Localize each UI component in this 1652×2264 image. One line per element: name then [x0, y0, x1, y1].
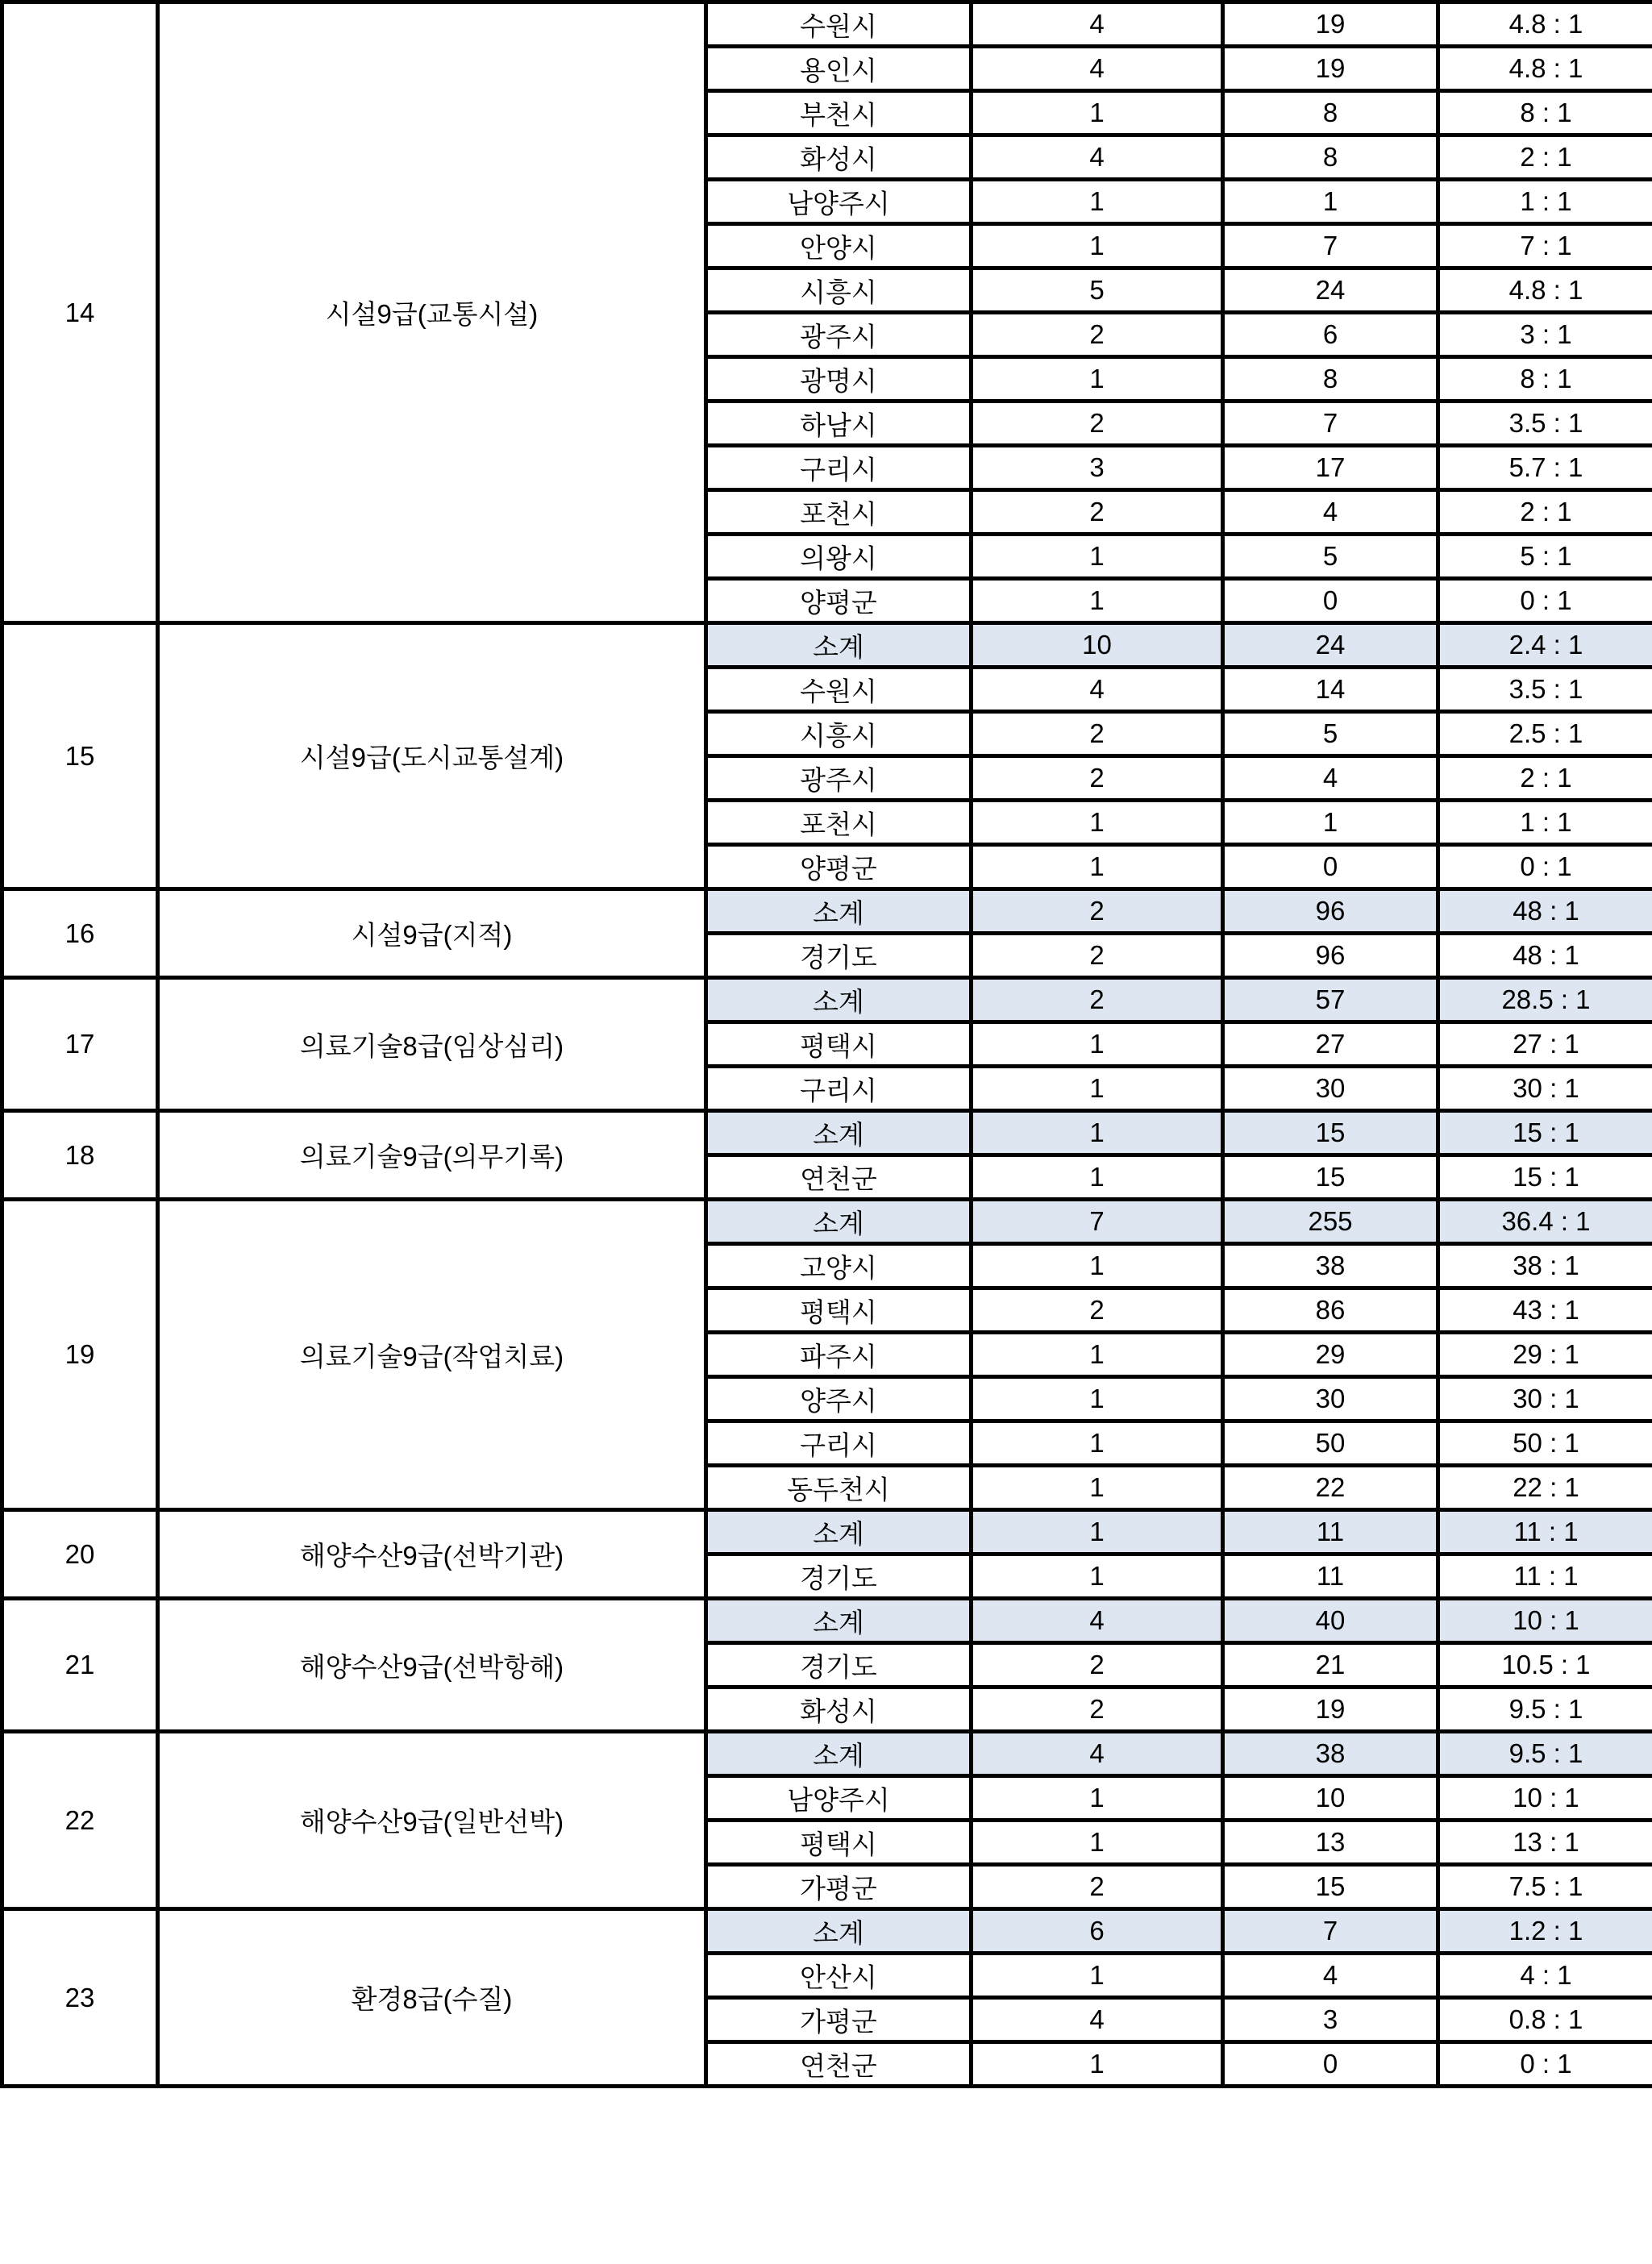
posts-cell: 1	[972, 579, 1223, 623]
region-cell: 소계	[706, 1909, 972, 1954]
ratio-cell: 15 : 1	[1438, 1111, 1652, 1155]
region-cell: 소계	[706, 623, 972, 668]
ratio-cell: 30 : 1	[1438, 1067, 1652, 1111]
ratio-cell: 2 : 1	[1438, 135, 1652, 180]
applicants-cell: 6	[1223, 313, 1438, 357]
posts-cell: 5	[972, 268, 1223, 313]
posts-cell: 1	[972, 1776, 1223, 1821]
region-cell: 소계	[706, 978, 972, 1022]
applicants-cell: 8	[1223, 91, 1438, 135]
applicants-cell: 4	[1223, 1954, 1438, 1998]
applicants-cell: 10	[1223, 1776, 1438, 1821]
subtotal-row	[2, 1599, 1652, 1643]
region-cell: 경기도	[706, 1554, 972, 1599]
posts-cell: 2	[972, 934, 1223, 978]
applicants-cell: 5	[1223, 712, 1438, 756]
applicants-cell: 30	[1223, 1067, 1438, 1111]
applicants-cell: 50	[1223, 1421, 1438, 1466]
applicants-cell: 13	[1223, 1821, 1438, 1865]
region-cell: 가평군	[706, 1998, 972, 2042]
job-category-cell: 해양수산9급(선박기관)	[158, 1510, 706, 1599]
posts-cell: 2	[972, 402, 1223, 446]
job-category-cell: 의료기술9급(작업치료)	[158, 1200, 706, 1510]
job-category-cell: 시설9급(지적)	[158, 889, 706, 978]
posts-cell: 4	[972, 1998, 1223, 2042]
applicants-cell: 24	[1223, 623, 1438, 668]
table-row	[2, 2, 1652, 47]
applicants-cell: 14	[1223, 668, 1438, 712]
region-cell: 구리시	[706, 1421, 972, 1466]
posts-cell: 1	[972, 1821, 1223, 1865]
region-cell: 경기도	[706, 1643, 972, 1688]
posts-cell: 1	[972, 1954, 1223, 1998]
posts-cell: 1	[972, 1244, 1223, 1288]
applicants-cell: 21	[1223, 1643, 1438, 1688]
posts-cell: 1	[972, 357, 1223, 402]
applicants-cell: 96	[1223, 934, 1438, 978]
posts-cell: 2	[972, 978, 1223, 1022]
region-cell: 가평군	[706, 1865, 972, 1909]
ratio-cell: 4.8 : 1	[1438, 268, 1652, 313]
region-cell: 연천군	[706, 2042, 972, 2087]
region-cell: 평택시	[706, 1022, 972, 1067]
applicants-cell: 30	[1223, 1377, 1438, 1421]
ratio-cell: 28.5 : 1	[1438, 978, 1652, 1022]
applicants-cell: 57	[1223, 978, 1438, 1022]
group-number-cell: 21	[2, 1599, 158, 1732]
posts-cell: 3	[972, 446, 1223, 490]
ratio-cell: 3 : 1	[1438, 313, 1652, 357]
ratio-cell: 11 : 1	[1438, 1554, 1652, 1599]
applicants-cell: 19	[1223, 2, 1438, 47]
ratio-cell: 9.5 : 1	[1438, 1688, 1652, 1732]
ratio-cell: 1 : 1	[1438, 180, 1652, 224]
posts-cell: 6	[972, 1909, 1223, 1954]
ratio-cell: 38 : 1	[1438, 1244, 1652, 1288]
ratio-cell: 4.8 : 1	[1438, 47, 1652, 91]
posts-cell: 2	[972, 756, 1223, 801]
applicants-cell: 15	[1223, 1111, 1438, 1155]
ratio-cell: 8 : 1	[1438, 91, 1652, 135]
ratio-cell: 36.4 : 1	[1438, 1200, 1652, 1244]
ratio-cell: 0 : 1	[1438, 2042, 1652, 2087]
job-category-cell: 시설9급(교통시설)	[158, 2, 706, 623]
posts-cell: 2	[972, 313, 1223, 357]
group-number-cell: 15	[2, 623, 158, 889]
applicants-cell: 7	[1223, 402, 1438, 446]
region-cell: 하남시	[706, 402, 972, 446]
group-number-cell: 18	[2, 1111, 158, 1200]
ratio-cell: 5 : 1	[1438, 535, 1652, 579]
posts-cell: 2	[972, 889, 1223, 934]
region-cell: 안산시	[706, 1954, 972, 1998]
job-category-cell: 시설9급(도시교통설계)	[158, 623, 706, 889]
applicants-cell: 8	[1223, 135, 1438, 180]
group-number-cell: 20	[2, 1510, 158, 1599]
posts-cell: 1	[972, 1333, 1223, 1377]
region-cell: 남양주시	[706, 180, 972, 224]
posts-cell: 4	[972, 135, 1223, 180]
applicants-cell: 8	[1223, 357, 1438, 402]
subtotal-row	[2, 1909, 1652, 1954]
table-body	[2, 2, 1652, 2087]
ratio-cell: 2.4 : 1	[1438, 623, 1652, 668]
region-cell: 평택시	[706, 1288, 972, 1333]
posts-cell: 1	[972, 224, 1223, 268]
ratio-cell: 22 : 1	[1438, 1466, 1652, 1510]
region-cell: 양평군	[706, 579, 972, 623]
region-cell: 화성시	[706, 1688, 972, 1732]
posts-cell: 1	[972, 180, 1223, 224]
region-cell: 소계	[706, 1510, 972, 1554]
region-cell: 화성시	[706, 135, 972, 180]
region-cell: 광명시	[706, 357, 972, 402]
applicants-cell: 7	[1223, 1909, 1438, 1954]
subtotal-row	[2, 1200, 1652, 1244]
region-cell: 부천시	[706, 91, 972, 135]
applicants-cell: 40	[1223, 1599, 1438, 1643]
region-cell: 포천시	[706, 490, 972, 535]
posts-cell: 2	[972, 1865, 1223, 1909]
ratio-cell: 1 : 1	[1438, 801, 1652, 845]
job-category-cell: 해양수산9급(선박항해)	[158, 1599, 706, 1732]
region-cell: 용인시	[706, 47, 972, 91]
ratio-cell: 3.5 : 1	[1438, 402, 1652, 446]
applicants-cell: 22	[1223, 1466, 1438, 1510]
posts-cell: 2	[972, 490, 1223, 535]
applicants-cell: 1	[1223, 801, 1438, 845]
ratio-cell: 7.5 : 1	[1438, 1865, 1652, 1909]
job-category-cell: 의료기술8급(임상심리)	[158, 978, 706, 1111]
posts-cell: 10	[972, 623, 1223, 668]
region-cell: 구리시	[706, 1067, 972, 1111]
posts-cell: 2	[972, 1643, 1223, 1688]
posts-cell: 1	[972, 1067, 1223, 1111]
applicants-cell: 4	[1223, 490, 1438, 535]
ratio-cell: 48 : 1	[1438, 889, 1652, 934]
applicants-cell: 19	[1223, 47, 1438, 91]
ratio-cell: 27 : 1	[1438, 1022, 1652, 1067]
region-cell: 소계	[706, 1111, 972, 1155]
ratio-cell: 3.5 : 1	[1438, 668, 1652, 712]
applicants-cell: 5	[1223, 535, 1438, 579]
region-cell: 포천시	[706, 801, 972, 845]
region-cell: 경기도	[706, 934, 972, 978]
applicants-cell: 4	[1223, 756, 1438, 801]
region-cell: 파주시	[706, 1333, 972, 1377]
applicants-cell: 15	[1223, 1155, 1438, 1200]
ratio-cell: 0.8 : 1	[1438, 1998, 1652, 2042]
applicants-cell: 29	[1223, 1333, 1438, 1377]
region-cell: 의왕시	[706, 535, 972, 579]
posts-cell: 4	[972, 668, 1223, 712]
applicants-cell: 0	[1223, 579, 1438, 623]
job-category-cell: 해양수산9급(일반선박)	[158, 1732, 706, 1909]
region-cell: 소계	[706, 1200, 972, 1244]
ratio-cell: 1.2 : 1	[1438, 1909, 1652, 1954]
group-number-cell: 19	[2, 1200, 158, 1510]
ratio-cell: 15 : 1	[1438, 1155, 1652, 1200]
region-cell: 동두천시	[706, 1466, 972, 1510]
ratio-cell: 7 : 1	[1438, 224, 1652, 268]
applicants-cell: 11	[1223, 1510, 1438, 1554]
ratio-cell: 48 : 1	[1438, 934, 1652, 978]
region-cell: 소계	[706, 1732, 972, 1776]
applicants-cell: 15	[1223, 1865, 1438, 1909]
group-number-cell: 16	[2, 889, 158, 978]
ratio-cell: 0 : 1	[1438, 845, 1652, 889]
ratio-cell: 10.5 : 1	[1438, 1643, 1652, 1688]
ratio-cell: 2 : 1	[1438, 756, 1652, 801]
region-cell: 고양시	[706, 1244, 972, 1288]
region-cell: 구리시	[706, 446, 972, 490]
posts-cell: 1	[972, 1155, 1223, 1200]
applicants-cell: 27	[1223, 1022, 1438, 1067]
applicants-cell: 24	[1223, 268, 1438, 313]
posts-cell: 4	[972, 2, 1223, 47]
ratio-cell: 0 : 1	[1438, 579, 1652, 623]
applicants-cell: 7	[1223, 224, 1438, 268]
job-category-cell: 의료기술9급(의무기록)	[158, 1111, 706, 1200]
subtotal-row	[2, 1732, 1652, 1776]
group-number-cell: 23	[2, 1909, 158, 2087]
ratio-cell: 4.8 : 1	[1438, 2, 1652, 47]
applicants-cell: 96	[1223, 889, 1438, 934]
subtotal-row	[2, 978, 1652, 1022]
ratio-cell: 2 : 1	[1438, 490, 1652, 535]
region-cell: 양평군	[706, 845, 972, 889]
applicants-cell: 86	[1223, 1288, 1438, 1333]
region-cell: 수원시	[706, 668, 972, 712]
subtotal-row	[2, 889, 1652, 934]
ratio-cell: 11 : 1	[1438, 1510, 1652, 1554]
posts-cell: 2	[972, 712, 1223, 756]
posts-cell: 4	[972, 1599, 1223, 1643]
posts-cell: 1	[972, 91, 1223, 135]
applicants-cell: 0	[1223, 845, 1438, 889]
ratio-cell: 9.5 : 1	[1438, 1732, 1652, 1776]
applicants-cell: 255	[1223, 1200, 1438, 1244]
region-cell: 남양주시	[706, 1776, 972, 1821]
posts-cell: 1	[972, 1510, 1223, 1554]
group-number-cell: 14	[2, 2, 158, 623]
ratio-cell: 43 : 1	[1438, 1288, 1652, 1333]
applicants-cell: 1	[1223, 180, 1438, 224]
region-cell: 수원시	[706, 2, 972, 47]
job-category-cell: 환경8급(수질)	[158, 1909, 706, 2087]
posts-cell: 1	[972, 535, 1223, 579]
posts-cell: 4	[972, 1732, 1223, 1776]
group-number-cell: 22	[2, 1732, 158, 1909]
posts-cell: 4	[972, 47, 1223, 91]
subtotal-row	[2, 1111, 1652, 1155]
posts-cell: 7	[972, 1200, 1223, 1244]
region-cell: 광주시	[706, 313, 972, 357]
region-cell: 평택시	[706, 1821, 972, 1865]
posts-cell: 1	[972, 1466, 1223, 1510]
posts-cell: 1	[972, 801, 1223, 845]
applicants-cell: 19	[1223, 1688, 1438, 1732]
region-cell: 양주시	[706, 1377, 972, 1421]
region-cell: 시흥시	[706, 712, 972, 756]
posts-cell: 1	[972, 1111, 1223, 1155]
posts-cell: 1	[972, 1377, 1223, 1421]
region-cell: 소계	[706, 889, 972, 934]
region-cell: 안양시	[706, 224, 972, 268]
posts-cell: 1	[972, 845, 1223, 889]
posts-cell: 1	[972, 1421, 1223, 1466]
applicants-cell: 17	[1223, 446, 1438, 490]
subtotal-row	[2, 1510, 1652, 1554]
region-cell: 연천군	[706, 1155, 972, 1200]
posts-cell: 1	[972, 1554, 1223, 1599]
ratio-cell: 4 : 1	[1438, 1954, 1652, 1998]
group-number-cell: 17	[2, 978, 158, 1111]
ratio-cell: 5.7 : 1	[1438, 446, 1652, 490]
applicants-cell: 38	[1223, 1244, 1438, 1288]
applicants-cell: 38	[1223, 1732, 1438, 1776]
posts-cell: 2	[972, 1688, 1223, 1732]
ratio-cell: 30 : 1	[1438, 1377, 1652, 1421]
region-cell: 광주시	[706, 756, 972, 801]
posts-cell: 1	[972, 1022, 1223, 1067]
ratio-cell: 50 : 1	[1438, 1421, 1652, 1466]
ratio-cell: 8 : 1	[1438, 357, 1652, 402]
ratio-cell: 2.5 : 1	[1438, 712, 1652, 756]
applicants-cell: 11	[1223, 1554, 1438, 1599]
subtotal-row	[2, 623, 1652, 668]
posts-cell: 2	[972, 1288, 1223, 1333]
ratio-cell: 29 : 1	[1438, 1333, 1652, 1377]
ratio-cell: 10 : 1	[1438, 1776, 1652, 1821]
ratio-cell: 13 : 1	[1438, 1821, 1652, 1865]
region-cell: 소계	[706, 1599, 972, 1643]
ratio-cell: 10 : 1	[1438, 1599, 1652, 1643]
applicants-cell: 3	[1223, 1998, 1438, 2042]
region-cell: 시흥시	[706, 268, 972, 313]
posts-cell: 1	[972, 2042, 1223, 2087]
applicants-cell: 0	[1223, 2042, 1438, 2087]
